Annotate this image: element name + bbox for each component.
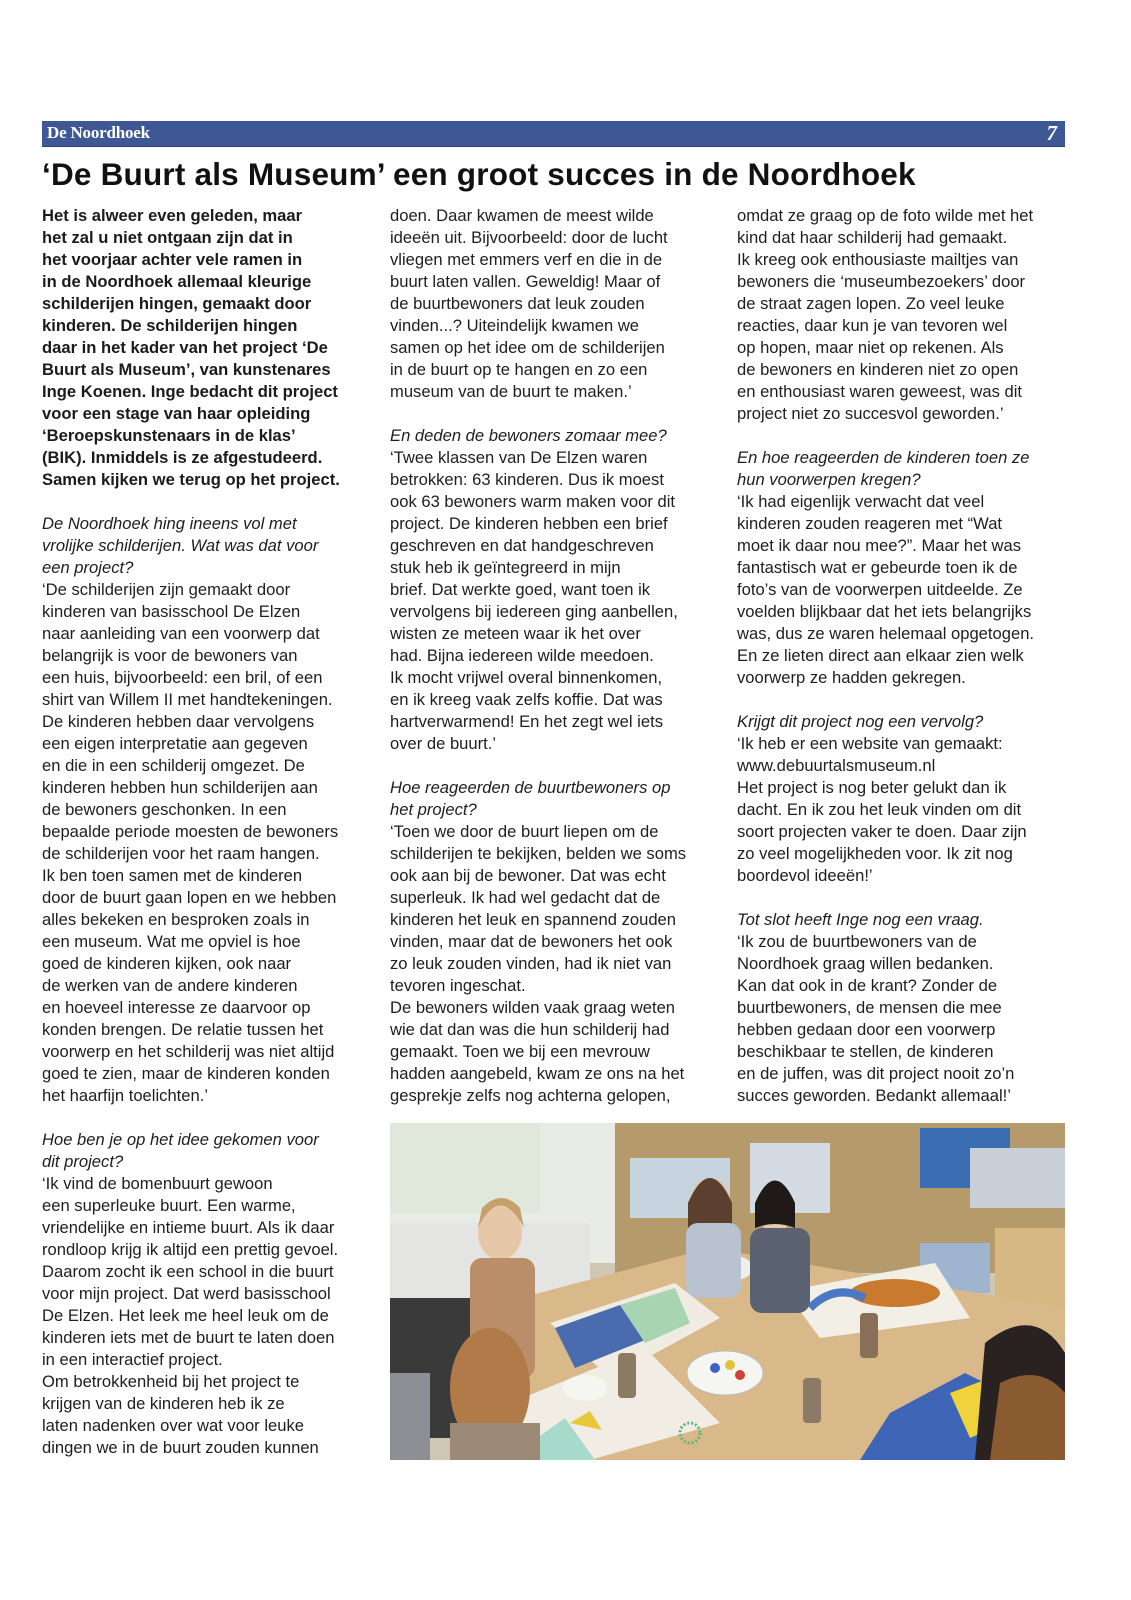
answer-line: was, dus ze waren helemaal opgetogen.	[737, 624, 1035, 643]
answer-line: goed te zien, maar de kinderen konden	[42, 1064, 330, 1083]
answer-line: dingen we in de buurt zouden kunnen	[42, 1438, 319, 1457]
page-number: 7	[1046, 121, 1057, 145]
answer-line: een huis, bijvoorbeeld: een bril, of een	[42, 668, 323, 687]
article-photo	[390, 1123, 1065, 1460]
question-line: een project?	[42, 558, 134, 577]
answer-line: Ik mocht vrijwel overal binnenkomen,	[390, 668, 663, 687]
answer-line: reacties, daar kun je van tevoren wel	[737, 316, 1008, 335]
answer-line: goed de kinderen kijken, ook naar	[42, 954, 292, 973]
answer-line: krijgen van de kinderen heb ik ze	[42, 1394, 285, 1413]
answer-line: een eigen interpretatie aan gegeven	[42, 734, 308, 753]
answer-line: doen. Daar kwamen de meest wilde	[390, 206, 654, 225]
answer-line: de buurtbewoners dat leuk zouden	[390, 294, 645, 313]
answer-line: fantastisch wat er gebeurde toen ik de	[737, 558, 1018, 577]
answer-line: vliegen met emmers verf en die in de	[390, 250, 663, 269]
answer-line: belangrijk is voor de bewoners van	[42, 646, 298, 665]
interview-question	[42, 513, 377, 579]
answer-line: geschreven en dat handgeschreven	[390, 536, 654, 555]
answer-line: op hopen, maar niet op rekenen. Als	[737, 338, 1004, 357]
answer-line: schilderijen te bekijken, belden we soms	[390, 844, 687, 863]
answer-line: tevoren ingeschat.	[390, 976, 526, 995]
article-title: ‘De Buurt als Museum’ een groot succes in de Noordhoek	[42, 156, 916, 192]
answer-line: kinderen zouden reageren met “Wat	[737, 514, 1003, 533]
question-line: Hoe ben je op het idee gekomen voor	[42, 1130, 319, 1149]
answer-line: betrokken: 63 kinderen. Dus ik moest	[390, 470, 664, 489]
intro-line: Buurt als Museum’, van kunstenares	[42, 360, 331, 379]
interview-answer	[42, 1173, 377, 1459]
answer-line: Om betrokkenheid bij het project te	[42, 1372, 300, 1391]
answer-line: hartverwarmend! En het zegt wel iets	[390, 712, 664, 731]
answer-line: buurt laten vallen. Geweldig! Maar of	[390, 272, 661, 291]
answer-line: ‘De schilderijen zijn gemaakt door	[42, 580, 291, 599]
question-line: En deden de bewoners zomaar mee?	[390, 426, 667, 445]
answer-line: zo leuk zouden vinden, had ik niet van	[390, 954, 672, 973]
answer-line: beschikbaar te stellen, de kinderen	[737, 1042, 994, 1061]
answer-line: vriendelijke en intieme buurt. Als ik daar	[42, 1218, 335, 1237]
answer-line: omdat ze graag op de foto wilde met het	[737, 206, 1034, 225]
answer-line: soort projecten vaker te doen. Daar zijn	[737, 822, 1027, 841]
column-2	[390, 205, 725, 1107]
interview-question	[737, 711, 1072, 733]
intro-line: Het is alweer even geleden, maar	[42, 206, 303, 225]
question-line: het project?	[390, 800, 477, 819]
answer-line: een museum. Wat me opviel is hoe	[42, 932, 301, 951]
answer-line: bewoners die ‘museumbezoekers’ door	[737, 272, 1026, 291]
answer-line: ook aan bij de bewoner. Dat was echt	[390, 866, 666, 885]
answer-line: en enthousiast waren geweest, was dit	[737, 382, 1023, 401]
answer-line: museum van de buurt te maken.’	[390, 382, 632, 401]
section-title: De Noordhoek	[47, 123, 150, 142]
answer-line: kinderen iets met de buurt te laten doen	[42, 1328, 335, 1347]
interview-question	[737, 909, 1072, 931]
answer-line: vervolgens bij iedereen ging aanbellen,	[390, 602, 678, 621]
answer-line: dacht. En ik zou het leuk vinden om dit	[737, 800, 1022, 819]
interview-answer	[737, 931, 1072, 1107]
question-line: Hoe reageerden de buurtbewoners op	[390, 778, 671, 797]
answer-line: in de buurt op te hangen en zo een	[390, 360, 648, 379]
answer-line: project. De kinderen hebben een brief	[390, 514, 668, 533]
answer-line: laten nadenken over wat voor leuke	[42, 1416, 304, 1435]
answer-line: rondloop krijg ik altijd een prettig gevoel.	[42, 1240, 339, 1259]
answer-line: en hoeveel interesse ze daarvoor op	[42, 998, 311, 1017]
intro-line: (BIK). Inmiddels is ze afgestudeerd.	[42, 448, 323, 467]
answer-line: wie dat dan was die hun schilderij had	[390, 1020, 670, 1039]
interview-question	[390, 777, 725, 821]
answer-line: zo veel mogelijkheden voor. Ik zit nog	[737, 844, 1013, 863]
answer-line: een superleuke buurt. Een warme,	[42, 1196, 296, 1215]
answer-line: naar aanleiding van een voorwerp dat	[42, 624, 320, 643]
answer-line: en de juffen, was dit project nooit zo’n	[737, 1064, 1015, 1083]
answer-line: over de buurt.’	[390, 734, 497, 753]
intro-line: het zal u niet ontgaan zijn dat in	[42, 228, 293, 247]
answer-line: samen op het idee om de schilderijen	[390, 338, 665, 357]
answer-line: de schilderijen voor het raam hangen.	[42, 844, 320, 863]
answer-line: ook 63 bewoners warm maken voor dit	[390, 492, 675, 511]
question-line: hun voorwerpen kregen?	[737, 470, 921, 489]
answer-line: ‘Twee klassen van De Elzen waren	[390, 448, 648, 467]
answer-line: ‘Ik vind de bomenbuurt gewoon	[42, 1174, 273, 1193]
answer-line: bepaalde periode moesten de bewoners	[42, 822, 339, 841]
answer-line: door de buurt gaan lopen en we hebben	[42, 888, 337, 907]
question-line: vrolijke schilderijen. Wat was dat voor	[42, 536, 319, 555]
answer-line: vinden, maar dat de bewoners het ook	[390, 932, 673, 951]
question-line: De Noordhoek hing ineens vol met	[42, 514, 297, 533]
intro-line: kinderen. De schilderijen hingen	[42, 316, 298, 335]
intro-line: schilderijen hingen, gemaakt door	[42, 294, 312, 313]
answer-line: Daarom zocht ik een school in die buurt	[42, 1262, 334, 1281]
interview-question	[42, 1129, 377, 1173]
interview-question	[737, 447, 1072, 491]
interview-answer-continued	[737, 205, 1072, 425]
answer-line: het haarfijn toelichten.’	[42, 1086, 209, 1105]
answer-line: boordevol ideeën!’	[737, 866, 873, 885]
answer-line: en ik kreeg vaak zelfs koffie. Dat was	[390, 690, 663, 709]
answer-line: ‘Ik had eigenlijk verwacht dat veel	[737, 492, 985, 511]
answer-line: brief. Dat werkte goed, want toen ik	[390, 580, 651, 599]
answer-line: kinderen hebben hun schilderijen aan	[42, 778, 318, 797]
answer-line: kinderen van basisschool De Elzen	[42, 602, 301, 621]
answer-line: De kinderen hebben daar vervolgens	[42, 712, 315, 731]
answer-line: moet ik daar nou mee?”. Maar het was	[737, 536, 1022, 555]
answer-line: succes geworden. Bedankt allemaal!’	[737, 1086, 1011, 1105]
answer-line: kind dat haar schilderij had gemaakt.	[737, 228, 1008, 247]
intro-line: voor een stage van haar opleiding	[42, 404, 311, 423]
answer-line: voor mijn project. Dat werd basisschool	[42, 1284, 331, 1303]
intro-line: het voorjaar achter vele ramen in	[42, 250, 303, 269]
interview-answer	[737, 733, 1072, 887]
answer-line: in een interactief project.	[42, 1350, 223, 1369]
answer-line: gesprekje zelfs nog achterna gelopen,	[390, 1086, 671, 1105]
answer-line: voelden blijkbaar dat het iets belangrijks	[737, 602, 1032, 621]
answer-line: de straat zagen lopen. Zo veel leuke	[737, 294, 1005, 313]
article-intro	[42, 205, 377, 491]
intro-line: Samen kijken we terug op het project.	[42, 470, 340, 489]
answer-line: buurtbewoners, de mensen die mee	[737, 998, 1002, 1017]
answer-line: De bewoners wilden vaak graag weten	[390, 998, 676, 1017]
answer-line: en die in een schilderij omgezet. De	[42, 756, 305, 775]
intro-line: daar in het kader van het project ‘De	[42, 338, 328, 357]
answer-line: foto’s van de voorwerpen uitdeelde. Ze	[737, 580, 1023, 599]
question-line: Krijgt dit project nog een vervolg?	[737, 712, 984, 731]
interview-answer	[737, 491, 1072, 689]
answer-line: ‘Ik zou de buurtbewoners van de	[737, 932, 977, 951]
section-header-bar	[42, 121, 1065, 147]
answer-line: En ze lieten direct aan elkaar zien welk	[737, 646, 1024, 665]
interview-answer	[390, 821, 725, 1107]
answer-line: hebben gedaan door een voorwerp	[737, 1020, 996, 1039]
intro-line: ‘Beroepskunstenaars in de klas’	[42, 426, 296, 445]
answer-line: stuk heb ik geïntegreerd in mijn	[390, 558, 621, 577]
website-link[interactable]: www.debuurtalsmuseum.nl	[737, 756, 936, 775]
intro-line: Inge Koenen. Inge bedacht dit project	[42, 382, 338, 401]
interview-question	[390, 425, 725, 447]
answer-line: Ik ben toen samen met de kinderen	[42, 866, 303, 885]
answer-line: ‘Toen we door de buurt liepen om de	[390, 822, 659, 841]
intro-line: in de Noordhoek allemaal kleurige	[42, 272, 312, 291]
question-line: dit project?	[42, 1152, 124, 1171]
answer-line: ‘Ik heb er een website van gemaakt:	[737, 734, 1003, 753]
question-line: En hoe reageerden de kinderen toen ze	[737, 448, 1030, 467]
answer-line: kinderen het leuk en spannend zouden	[390, 910, 677, 929]
answer-line: ideeën uit. Bijvoorbeeld: door de lucht	[390, 228, 668, 247]
answer-line: shirt van Willem II met handtekeningen.	[42, 690, 333, 709]
answer-line: voorwerp ze hadden gekregen.	[737, 668, 966, 687]
answer-line: vinden...? Uiteindelijk kwamen we	[390, 316, 640, 335]
answer-line: Noordhoek graag willen bedanken.	[737, 954, 994, 973]
answer-line: gemaakt. Toen we bij een mevrouw	[390, 1042, 650, 1061]
answer-line: wisten ze meteen waar ik het over	[390, 624, 641, 643]
answer-line: project niet zo succesvol geworden.’	[737, 404, 1004, 423]
interview-answer	[42, 579, 377, 1107]
interview-answer	[390, 447, 725, 755]
answer-line: hadden aangebeld, kwam ze ons na het	[390, 1064, 685, 1083]
answer-line: Ik kreeg ook enthousiaste mailtjes van	[737, 250, 1019, 269]
answer-line: Kan dat ook in de krant? Zonder de	[737, 976, 998, 995]
answer-line: had. Bijna iedereen wilde meedoen.	[390, 646, 654, 665]
answer-line: konden brengen. De relatie tussen het	[42, 1020, 324, 1039]
answer-line: superleuk. Ik had wel gedacht dat de	[390, 888, 661, 907]
classroom-painting-photo	[390, 1123, 1065, 1460]
column-1	[42, 205, 377, 1459]
answer-line: Het project is nog beter gelukt dan ik	[737, 778, 1007, 797]
answer-line: voorwerp en het schilderij was niet altijd	[42, 1042, 335, 1061]
question-line: Tot slot heeft Inge nog een vraag.	[737, 910, 984, 929]
answer-line: alles bekeken en besproken zoals in	[42, 910, 310, 929]
answer-line: de bewoners geschonken. In een	[42, 800, 287, 819]
column-3	[737, 205, 1072, 1107]
answer-line: de werken van de andere kinderen	[42, 976, 298, 995]
answer-line: de bewoners en kinderen niet zo open	[737, 360, 1019, 379]
answer-line: De Elzen. Het leek me heel leuk om de	[42, 1306, 329, 1325]
interview-answer-continued	[390, 205, 725, 403]
